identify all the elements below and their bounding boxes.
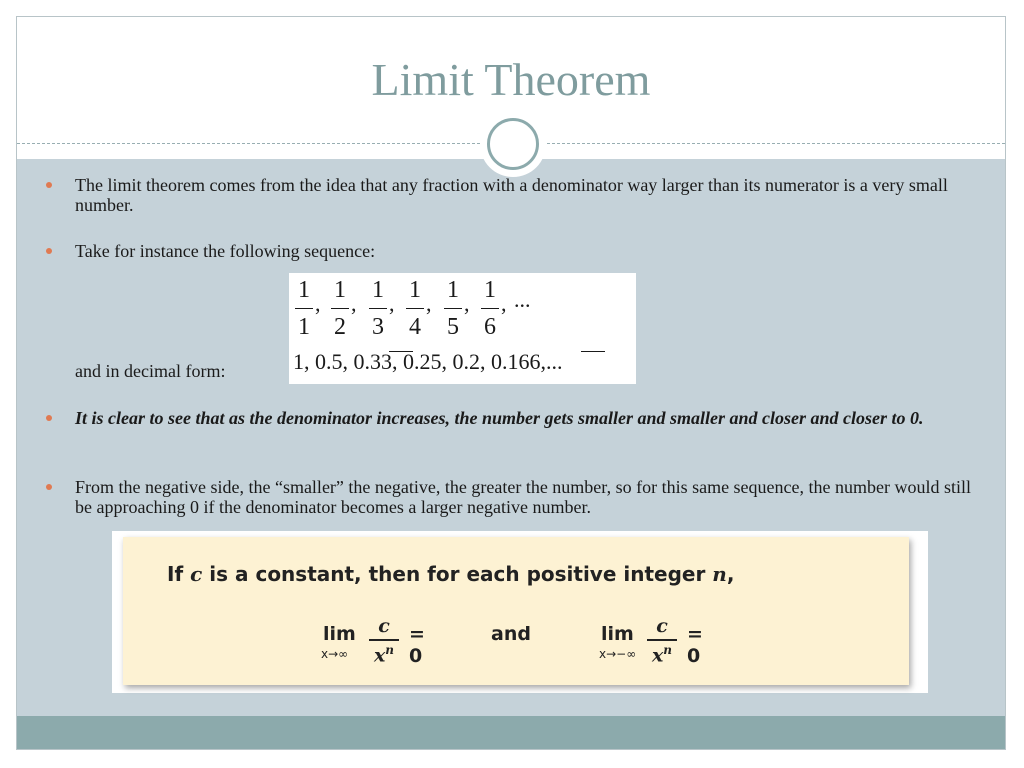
limit-fraction <box>647 615 677 666</box>
repeat-overline <box>581 351 605 352</box>
theorem-statement <box>167 562 734 586</box>
fraction-bar <box>444 308 462 309</box>
bullet-text: Take for instance the following sequence: <box>75 241 376 261</box>
slide <box>16 16 1006 750</box>
denominator: 5 <box>447 314 459 340</box>
numerator: 1 <box>298 277 310 303</box>
bullet-item <box>75 241 975 261</box>
comma: , <box>315 291 321 316</box>
theorem-middle: is a constant, then for each positive integer <box>209 562 706 586</box>
limit-exponent: n <box>663 643 673 657</box>
numerator: 1 <box>372 277 384 303</box>
bullet-text: From the negative side, the “smaller” the negative, the greater the number, so for this same sequence, the number would still be approaching 0 if the denominator becomes a larger negative number. <box>75 477 972 517</box>
divider-ring-inner <box>487 118 539 170</box>
fraction-bar <box>647 639 677 641</box>
bullet-dot-icon <box>46 415 52 421</box>
fraction-bar <box>406 308 424 309</box>
limit-numerator: c <box>656 615 668 637</box>
numerator: 1 <box>484 277 496 303</box>
decimal-form-label: and in decimal form: <box>75 361 226 381</box>
limit-fraction <box>369 615 399 666</box>
bullet-text: The limit theorem comes from the idea that any fraction with a denominator way larger than its numerator is a very small number. <box>75 175 948 215</box>
numerator: 1 <box>334 277 346 303</box>
bullet-dot-icon <box>46 248 52 254</box>
limit-denominator: x <box>373 644 386 667</box>
denominator: 1 <box>298 314 310 340</box>
comma: , <box>351 291 357 316</box>
theorem-var-c: c <box>190 562 203 586</box>
denominator: 4 <box>409 314 421 340</box>
ellipsis: ... <box>514 287 531 312</box>
lim-label: lim <box>601 623 634 645</box>
denominator: 2 <box>334 314 346 340</box>
bullet-dot-icon <box>46 182 52 188</box>
decimal-sequence: 1, 0.5, 0.33, 0.25, 0.2, 0.166,... <box>293 349 563 374</box>
fraction-bar <box>369 639 399 641</box>
fraction-bar <box>331 308 349 309</box>
fraction-bar <box>481 308 499 309</box>
comma: , <box>464 291 470 316</box>
denominator: 3 <box>372 314 384 340</box>
lim-subscript: x→−∞ <box>599 647 637 661</box>
slide-title: Limit Theorem <box>371 54 651 105</box>
theorem-prefix: If <box>167 562 184 586</box>
fraction <box>479 277 501 340</box>
comma: , <box>426 291 432 316</box>
bullet-text: It is clear to see that as the denominator increases, the number gets smaller and smaller and closer and closer to 0. <box>75 408 924 428</box>
and-label: and <box>491 623 531 645</box>
comma: , <box>501 291 507 316</box>
comma: , <box>389 291 395 316</box>
footer-bar <box>17 716 1005 750</box>
fraction-bar <box>295 308 313 309</box>
fraction <box>367 277 389 340</box>
theorem-var-n: n <box>712 562 727 586</box>
limit-equals: = 0 <box>409 623 425 667</box>
fraction <box>404 277 426 340</box>
lim-subscript: x→∞ <box>321 647 349 661</box>
sequence-figure <box>289 273 636 384</box>
fraction-bar <box>369 308 387 309</box>
fraction <box>293 277 315 340</box>
limit-exponent: n <box>385 643 395 657</box>
theorem-box <box>123 537 909 685</box>
bullet-item <box>75 175 975 215</box>
lim-label: lim <box>323 623 356 645</box>
limit-denominator: x <box>651 644 664 667</box>
numerator: 1 <box>409 277 421 303</box>
denominator: 6 <box>484 314 496 340</box>
bullet-item <box>75 408 975 428</box>
fraction <box>329 277 351 340</box>
bullet-item <box>75 477 985 517</box>
limit-equals: = 0 <box>687 623 703 667</box>
bullet-dot-icon <box>46 484 52 490</box>
theorem-suffix: , <box>726 562 735 586</box>
numerator: 1 <box>447 277 459 303</box>
fraction <box>442 277 464 340</box>
limit-numerator: c <box>378 615 390 637</box>
